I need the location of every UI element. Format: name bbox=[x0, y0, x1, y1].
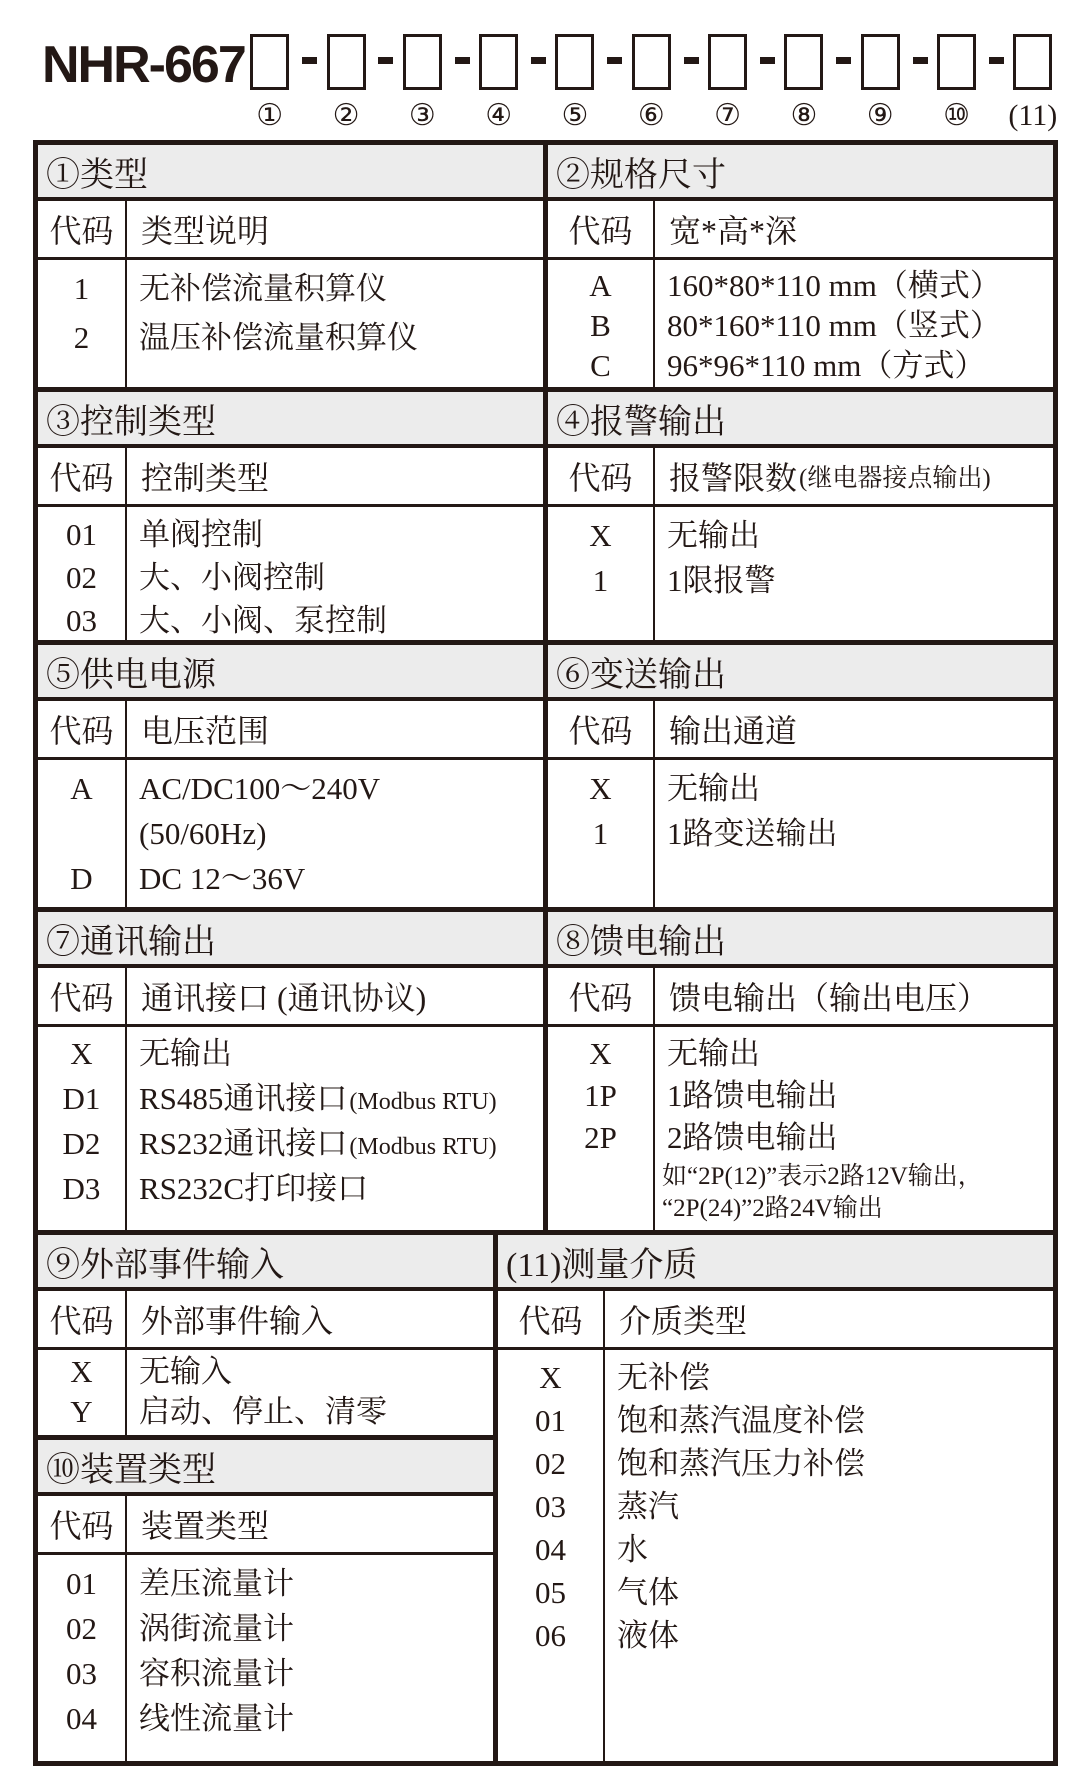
desc-column-header bbox=[655, 201, 1053, 257]
spec-row bbox=[38, 1123, 543, 1168]
rows bbox=[38, 1350, 493, 1432]
model-code-position bbox=[707, 34, 749, 133]
model-code-position bbox=[554, 34, 596, 133]
section-1-type bbox=[38, 145, 548, 387]
desc-text: 饱和蒸汽温度补偿 bbox=[617, 1403, 865, 1438]
spec-row bbox=[548, 513, 1053, 558]
spec-row bbox=[548, 811, 1053, 856]
model-code-position bbox=[859, 34, 901, 133]
ordering-table bbox=[33, 140, 1058, 1766]
table-band-4 bbox=[38, 912, 1053, 1235]
code-description bbox=[125, 1033, 543, 1078]
code-box bbox=[937, 34, 976, 90]
section-title: ⑧馈电输出 bbox=[548, 912, 1053, 968]
desc-text: 无补偿流量积算仪 bbox=[139, 271, 387, 306]
rows bbox=[38, 1555, 493, 1741]
spec-row bbox=[38, 1352, 493, 1392]
column-header-row bbox=[38, 448, 543, 507]
position-number: ⑤ bbox=[561, 99, 589, 132]
spec-row bbox=[38, 1033, 543, 1078]
spec-row bbox=[38, 766, 543, 811]
desc-text: 气体 bbox=[617, 1575, 679, 1610]
model-code-position bbox=[936, 34, 978, 133]
section-rows-area bbox=[548, 260, 1053, 387]
desc-column-header-text: 报警限数 bbox=[669, 460, 798, 496]
code-column-header: 代码 bbox=[548, 201, 655, 257]
code-description bbox=[125, 513, 543, 556]
section-3-control-type bbox=[38, 392, 548, 640]
code-value: D2 bbox=[62, 1126, 101, 1161]
code-description bbox=[653, 558, 1053, 603]
code-description bbox=[125, 266, 543, 315]
code-value: X bbox=[70, 1036, 93, 1071]
note bbox=[662, 1161, 1053, 1225]
code-description bbox=[125, 1606, 493, 1651]
code-description bbox=[125, 1123, 543, 1168]
code-value: 2P bbox=[584, 1120, 617, 1155]
code-description bbox=[603, 1356, 1053, 1399]
column-divider bbox=[125, 1350, 127, 1435]
section-rows-area bbox=[498, 1350, 1053, 1761]
column-header-row bbox=[548, 968, 1053, 1027]
code-column-header: 代码 bbox=[548, 701, 655, 757]
code-value: 02 bbox=[66, 1611, 97, 1646]
section-rows-area bbox=[38, 760, 543, 907]
rows bbox=[548, 1027, 1053, 1159]
table-band-5 bbox=[38, 1235, 1053, 1761]
code-box bbox=[1013, 34, 1052, 90]
section-title: (11)测量介质 bbox=[498, 1235, 1053, 1291]
section-rows-area bbox=[548, 507, 1053, 640]
section-5-power-supply bbox=[38, 645, 548, 907]
section-title: ④报警输出 bbox=[548, 392, 1053, 448]
model-code-position bbox=[325, 34, 367, 133]
code-value: X bbox=[589, 518, 612, 553]
desc-text: 启动、停止、清零 bbox=[139, 1394, 387, 1429]
desc-column-header bbox=[127, 1291, 493, 1347]
rows bbox=[38, 507, 543, 640]
code-value: 1 bbox=[592, 563, 609, 598]
desc-text: 无输出 bbox=[139, 1036, 232, 1071]
note-line-2: “2P(24)”2路24V输出 bbox=[662, 1195, 883, 1222]
spec-row bbox=[38, 1561, 493, 1606]
position-number: ⑩ bbox=[943, 99, 970, 132]
position-number: ② bbox=[332, 99, 360, 132]
section-rows-area bbox=[38, 1555, 493, 1761]
desc-text: 大、小阀、泵控制 bbox=[139, 603, 387, 638]
code-description bbox=[603, 1442, 1053, 1485]
column-header-row bbox=[38, 1291, 493, 1350]
desc-text: DC 12～36V bbox=[139, 861, 306, 896]
column-header-row bbox=[38, 968, 543, 1027]
section-10-device-type bbox=[38, 1440, 493, 1761]
section-title: ②规格尺寸 bbox=[548, 145, 1053, 201]
desc-text: RS232C打印接口 bbox=[139, 1171, 369, 1206]
code-box bbox=[708, 34, 747, 90]
desc-text: 水 bbox=[617, 1532, 648, 1567]
code-description bbox=[125, 1392, 493, 1432]
spec-row bbox=[38, 266, 543, 315]
spec-row bbox=[38, 1078, 543, 1123]
position-number: ③ bbox=[408, 99, 436, 132]
section-rows-area bbox=[38, 1350, 493, 1435]
desc-text: 80*160*110 mm（竖式） bbox=[667, 308, 1001, 343]
code-value: 02 bbox=[66, 560, 97, 595]
desc-column-header-text: 输出通道 bbox=[669, 713, 798, 749]
position-number: (11) bbox=[1008, 99, 1058, 132]
section-title: ⑨外部事件输入 bbox=[38, 1235, 493, 1291]
desc-text: 涡街流量计 bbox=[139, 1611, 294, 1646]
position-number: ① bbox=[256, 99, 284, 132]
desc-column-header bbox=[127, 968, 543, 1024]
desc-text: 温压补偿流量积算仪 bbox=[139, 320, 418, 355]
position-number: ⑨ bbox=[866, 99, 894, 132]
desc-column-header bbox=[127, 448, 543, 504]
code-description bbox=[125, 315, 543, 364]
model-code-position bbox=[1008, 34, 1058, 133]
section-7-communication-output bbox=[38, 912, 548, 1230]
section-2-dimensions bbox=[548, 145, 1053, 387]
desc-column-header bbox=[127, 701, 543, 757]
spec-row bbox=[498, 1528, 1053, 1571]
code-description bbox=[125, 556, 543, 599]
code-box bbox=[555, 34, 594, 90]
spec-row bbox=[548, 346, 1053, 386]
desc-column-header bbox=[127, 1496, 493, 1552]
code-description bbox=[603, 1399, 1053, 1442]
table-band-3 bbox=[38, 645, 1053, 912]
desc-column-header-text: 馈电输出（输出电压） bbox=[669, 980, 990, 1016]
code-description bbox=[653, 306, 1053, 346]
position-number: ⑥ bbox=[637, 99, 665, 132]
desc-column-header bbox=[605, 1291, 1053, 1347]
desc-text: (50/60Hz) bbox=[139, 816, 267, 851]
spec-row bbox=[38, 1696, 493, 1741]
section-4-alarm-output bbox=[548, 392, 1053, 640]
rows bbox=[38, 760, 543, 901]
code-value: 03 bbox=[535, 1489, 566, 1524]
desc-text: AC/DC100～240V bbox=[139, 771, 381, 806]
spec-row bbox=[38, 513, 543, 556]
rows bbox=[548, 507, 1053, 603]
code-description bbox=[125, 1651, 493, 1696]
code-value: 1 bbox=[592, 816, 609, 851]
section-title: ⑤供电电源 bbox=[38, 645, 543, 701]
desc-text: 无输出 bbox=[667, 518, 760, 553]
table-band-1 bbox=[38, 145, 1053, 392]
code-description bbox=[653, 346, 1053, 386]
spec-row bbox=[38, 1606, 493, 1651]
desc-column-header-text: 电压范围 bbox=[141, 713, 270, 749]
section-9-external-event-input bbox=[38, 1235, 493, 1440]
code-description bbox=[653, 513, 1053, 558]
model-code-position bbox=[783, 34, 825, 133]
desc-text: 160*80*110 mm（横式） bbox=[667, 268, 1001, 303]
code-value: A bbox=[70, 771, 93, 806]
desc-column-header-text: 控制类型 bbox=[141, 460, 270, 496]
code-column-header: 代码 bbox=[38, 968, 127, 1024]
code-value: X bbox=[70, 1354, 93, 1389]
code-value: B bbox=[590, 308, 611, 343]
spec-row bbox=[38, 856, 543, 901]
code-description bbox=[603, 1528, 1053, 1571]
desc-text: 1限报警 bbox=[667, 563, 776, 598]
code-description bbox=[125, 599, 543, 640]
column-divider bbox=[125, 760, 127, 907]
desc-text: RS485通讯接口 bbox=[139, 1081, 348, 1116]
section-6-retransmission-output bbox=[548, 645, 1053, 907]
code-description bbox=[653, 766, 1053, 811]
section-rows-area bbox=[38, 260, 543, 387]
desc-text: 单阀控制 bbox=[139, 517, 263, 552]
column-header-small: (继电器接点输出) bbox=[799, 465, 991, 492]
desc-column-header-text: 装置类型 bbox=[141, 1508, 270, 1544]
desc-text: 蒸汽 bbox=[617, 1489, 679, 1524]
code-column-header: 代码 bbox=[38, 448, 127, 504]
spec-row bbox=[38, 1168, 543, 1213]
code-value: 1P bbox=[584, 1078, 617, 1113]
spec-row bbox=[38, 811, 543, 856]
code-description bbox=[125, 1078, 543, 1123]
code-value: 01 bbox=[535, 1403, 566, 1438]
spec-row bbox=[38, 1392, 493, 1432]
code-description bbox=[603, 1485, 1053, 1528]
column-header-row bbox=[548, 701, 1053, 760]
code-value: Y bbox=[70, 1394, 93, 1429]
spec-row bbox=[548, 1033, 1053, 1075]
desc-column-header-text: 类型说明 bbox=[141, 213, 270, 249]
code-value: 1 bbox=[73, 271, 90, 306]
code-description bbox=[125, 1168, 543, 1213]
desc-text: 无输出 bbox=[667, 771, 760, 806]
code-column-header: 代码 bbox=[38, 701, 127, 757]
code-description bbox=[653, 1117, 1053, 1159]
code-column-header: 代码 bbox=[548, 448, 655, 504]
desc-text: 2路馈电输出 bbox=[667, 1120, 838, 1155]
model-prefix-label: NHR-667 bbox=[42, 36, 245, 94]
code-value: 03 bbox=[66, 603, 97, 638]
model-code-positions bbox=[249, 34, 1058, 133]
desc-text: 大、小阀控制 bbox=[139, 560, 325, 595]
code-value: X bbox=[589, 771, 612, 806]
code-value: C bbox=[590, 348, 611, 383]
code-value: 2 bbox=[73, 320, 90, 355]
column-header-row bbox=[38, 701, 543, 760]
model-code-position bbox=[478, 34, 520, 133]
desc-text: 1路馈电输出 bbox=[667, 1078, 838, 1113]
column-divider bbox=[653, 507, 655, 640]
code-value: X bbox=[539, 1360, 562, 1395]
section-rows-area bbox=[38, 1027, 543, 1230]
column-header-row bbox=[548, 448, 1053, 507]
spec-row bbox=[548, 766, 1053, 811]
desc-column-header-text: 外部事件输入 bbox=[141, 1303, 334, 1339]
desc-small-text: (Modbus RTU) bbox=[349, 1089, 497, 1115]
column-header-row bbox=[38, 201, 543, 260]
code-description bbox=[125, 856, 543, 901]
desc-text: 线性流量计 bbox=[139, 1701, 294, 1736]
code-column-header: 代码 bbox=[38, 1496, 127, 1552]
column-divider bbox=[125, 1555, 127, 1761]
desc-text: 液体 bbox=[617, 1618, 679, 1653]
section-rows-area bbox=[38, 507, 543, 640]
spec-row bbox=[38, 315, 543, 364]
rows bbox=[548, 260, 1053, 386]
spec-row bbox=[38, 599, 543, 640]
code-value: D3 bbox=[62, 1171, 101, 1206]
code-value: D bbox=[70, 861, 93, 896]
spec-row bbox=[498, 1571, 1053, 1614]
spec-row bbox=[548, 306, 1053, 346]
model-code-position bbox=[249, 34, 291, 133]
section-title: ①类型 bbox=[38, 145, 543, 201]
note-line-1: 如“2P(12)”表示2路12V输出， bbox=[662, 1163, 983, 1190]
desc-column-header bbox=[655, 968, 1053, 1024]
code-box bbox=[632, 34, 671, 90]
code-description bbox=[653, 1033, 1053, 1075]
rows bbox=[548, 760, 1053, 856]
desc-text: 96*96*110 mm（方式） bbox=[667, 348, 986, 383]
section-8-feed-output bbox=[548, 912, 1053, 1230]
desc-small-text: (Modbus RTU) bbox=[349, 1134, 497, 1160]
code-value bbox=[38, 811, 125, 856]
spec-row bbox=[548, 1075, 1053, 1117]
code-value: 04 bbox=[535, 1532, 566, 1567]
code-value: 01 bbox=[66, 517, 97, 552]
code-value: A bbox=[589, 268, 612, 303]
spec-row bbox=[38, 1651, 493, 1696]
spec-row bbox=[498, 1356, 1053, 1399]
code-column-header: 代码 bbox=[38, 1291, 127, 1347]
code-box bbox=[403, 34, 442, 90]
desc-text: 无补偿 bbox=[617, 1360, 710, 1395]
code-box bbox=[784, 34, 823, 90]
code-description bbox=[125, 1696, 493, 1741]
desc-text: 无输入 bbox=[139, 1354, 232, 1389]
desc-column-header bbox=[655, 701, 1053, 757]
code-description bbox=[603, 1614, 1053, 1657]
code-description bbox=[653, 1075, 1053, 1117]
desc-text: 容积流量计 bbox=[139, 1656, 294, 1691]
code-value: 02 bbox=[535, 1446, 566, 1481]
column-divider bbox=[125, 1027, 127, 1230]
rows bbox=[498, 1350, 1053, 1657]
column-divider bbox=[603, 1350, 605, 1761]
spec-row bbox=[498, 1442, 1053, 1485]
column-divider bbox=[125, 507, 127, 640]
spec-row bbox=[548, 266, 1053, 306]
spec-row bbox=[498, 1399, 1053, 1442]
code-value: 01 bbox=[66, 1566, 97, 1601]
desc-text: 无输出 bbox=[667, 1036, 760, 1071]
code-column-header: 代码 bbox=[498, 1291, 605, 1347]
code-box bbox=[250, 34, 289, 90]
section-rows-area bbox=[548, 760, 1053, 907]
code-description bbox=[653, 266, 1053, 306]
code-description bbox=[603, 1571, 1053, 1614]
code-description bbox=[125, 1352, 493, 1392]
rows bbox=[38, 260, 543, 364]
code-description bbox=[653, 811, 1053, 856]
section-title: ⑦通讯输出 bbox=[38, 912, 543, 968]
section-title: ⑩装置类型 bbox=[38, 1440, 493, 1496]
desc-text: 差压流量计 bbox=[139, 1566, 294, 1601]
section-rows-area bbox=[548, 1027, 1053, 1230]
section-title: ⑥变送输出 bbox=[548, 645, 1053, 701]
section-title: ③控制类型 bbox=[38, 392, 543, 448]
position-number: ⑦ bbox=[714, 99, 742, 132]
code-value: 03 bbox=[66, 1656, 97, 1691]
spec-row bbox=[498, 1485, 1053, 1528]
desc-column-header-text: 介质类型 bbox=[619, 1303, 748, 1339]
column-divider bbox=[653, 260, 655, 387]
desc-column-header bbox=[655, 448, 1053, 504]
model-code-position bbox=[630, 34, 672, 133]
spec-row bbox=[548, 1117, 1053, 1159]
table-band-2 bbox=[38, 392, 1053, 645]
position-number: ④ bbox=[485, 99, 513, 132]
code-description bbox=[125, 811, 543, 856]
model-code-position bbox=[401, 34, 443, 133]
code-value: 04 bbox=[66, 1701, 97, 1736]
spec-row bbox=[548, 558, 1053, 603]
model-code bbox=[42, 34, 1058, 133]
code-box bbox=[861, 34, 900, 90]
column-header-row bbox=[38, 1496, 493, 1555]
code-column-header: 代码 bbox=[38, 201, 127, 257]
code-value: X bbox=[589, 1036, 612, 1071]
code-description bbox=[125, 1561, 493, 1606]
spec-row bbox=[38, 556, 543, 599]
code-box bbox=[327, 34, 366, 90]
code-value: 05 bbox=[535, 1575, 566, 1610]
desc-text: 饱和蒸汽压力补偿 bbox=[617, 1446, 865, 1481]
code-column-header: 代码 bbox=[548, 968, 655, 1024]
rows bbox=[38, 1027, 543, 1213]
column-header-row bbox=[498, 1291, 1053, 1350]
desc-column-header bbox=[127, 201, 543, 257]
desc-text: 1路变送输出 bbox=[667, 816, 838, 851]
column-divider bbox=[125, 260, 127, 387]
code-value: 06 bbox=[535, 1618, 566, 1653]
section-11-measured-medium bbox=[498, 1235, 1053, 1761]
desc-column-header-text: 宽*高*深 bbox=[669, 213, 798, 249]
column-divider bbox=[653, 760, 655, 907]
desc-column-header-text: 通讯接口 (通讯协议) bbox=[141, 980, 427, 1016]
desc-text: RS232通讯接口 bbox=[139, 1126, 348, 1161]
position-number: ⑧ bbox=[790, 99, 818, 132]
code-box bbox=[479, 34, 518, 90]
column-divider bbox=[653, 1027, 655, 1230]
band5-left-column bbox=[38, 1235, 498, 1761]
spec-row bbox=[498, 1614, 1053, 1657]
column-header-row bbox=[548, 201, 1053, 260]
code-value: D1 bbox=[62, 1081, 101, 1116]
code-description bbox=[125, 766, 543, 811]
